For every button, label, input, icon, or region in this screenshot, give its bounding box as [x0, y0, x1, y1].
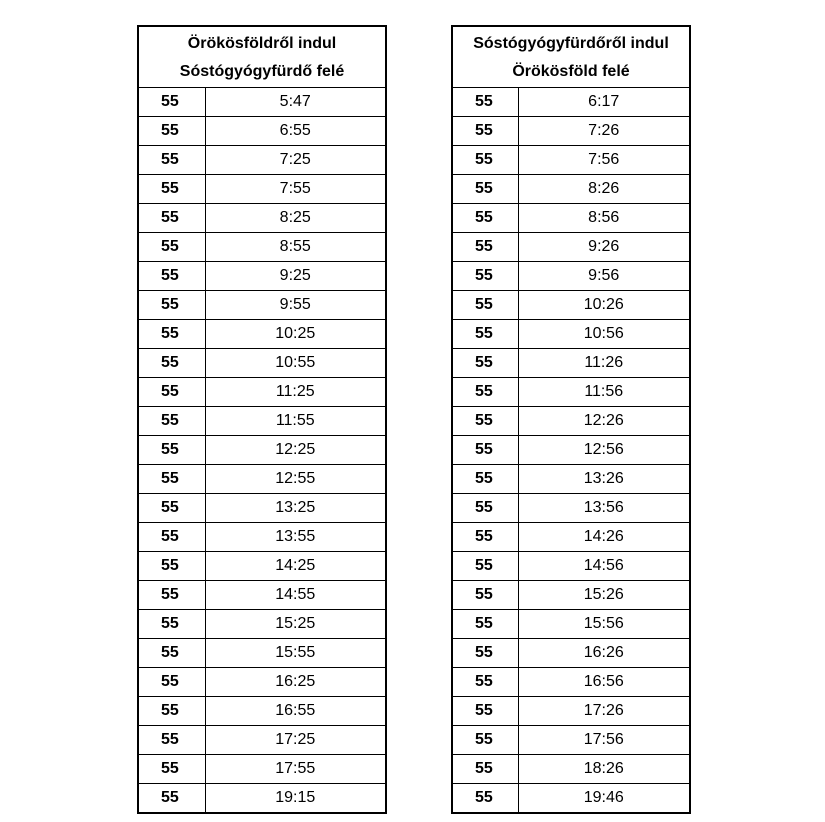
departure-time: 13:56 — [518, 494, 690, 523]
departure-time: 15:55 — [205, 639, 386, 668]
route-number: 55 — [452, 697, 518, 726]
route-number: 55 — [138, 88, 205, 117]
timetable-header — [138, 26, 386, 88]
route-number: 55 — [452, 523, 518, 552]
table-row — [452, 726, 690, 755]
departure-time: 16:55 — [205, 697, 386, 726]
table-row — [138, 465, 386, 494]
departure-time: 13:55 — [205, 523, 386, 552]
timetable-header — [452, 26, 690, 88]
route-number: 55 — [138, 784, 205, 814]
departure-time: 16:56 — [518, 668, 690, 697]
route-number: 55 — [138, 697, 205, 726]
route-number: 55 — [138, 117, 205, 146]
route-number: 55 — [138, 639, 205, 668]
table-row — [452, 88, 690, 117]
route-number: 55 — [452, 378, 518, 407]
route-number: 55 — [452, 88, 518, 117]
route-number: 55 — [452, 291, 518, 320]
table-row — [452, 146, 690, 175]
table-row — [138, 639, 386, 668]
table-row — [452, 407, 690, 436]
route-number: 55 — [138, 465, 205, 494]
table-row — [138, 175, 386, 204]
departure-time: 19:46 — [518, 784, 690, 814]
route-number: 55 — [138, 320, 205, 349]
departure-time: 8:25 — [205, 204, 386, 233]
table-row — [452, 552, 690, 581]
table-row — [452, 204, 690, 233]
departure-time: 7:56 — [518, 146, 690, 175]
route-number: 55 — [452, 726, 518, 755]
table-row — [138, 349, 386, 378]
table-row — [452, 233, 690, 262]
route-number: 55 — [138, 175, 205, 204]
departure-time: 10:25 — [205, 320, 386, 349]
departure-time: 14:56 — [518, 552, 690, 581]
table-row — [452, 581, 690, 610]
table-row — [452, 175, 690, 204]
table-row — [138, 697, 386, 726]
route-number: 55 — [452, 262, 518, 291]
table-row — [138, 291, 386, 320]
route-number: 55 — [452, 407, 518, 436]
departure-time: 9:55 — [205, 291, 386, 320]
table-row — [452, 755, 690, 784]
departure-time: 13:26 — [518, 465, 690, 494]
departure-time: 12:55 — [205, 465, 386, 494]
table-row — [452, 378, 690, 407]
table-row — [138, 523, 386, 552]
table-row — [138, 262, 386, 291]
table-row — [452, 668, 690, 697]
route-number: 55 — [452, 320, 518, 349]
table-row — [452, 639, 690, 668]
header-line-1: Sóstógyógyfürdőről indul — [473, 35, 669, 52]
departure-time: 16:25 — [205, 668, 386, 697]
route-number: 55 — [138, 407, 205, 436]
route-number: 55 — [138, 349, 205, 378]
table-row — [138, 233, 386, 262]
table-row — [138, 204, 386, 233]
table-row — [452, 436, 690, 465]
departure-time: 15:26 — [518, 581, 690, 610]
table-row — [452, 697, 690, 726]
timetable-title — [452, 26, 690, 88]
route-number: 55 — [138, 291, 205, 320]
departure-time: 10:55 — [205, 349, 386, 378]
departure-time: 7:26 — [518, 117, 690, 146]
table-row — [452, 465, 690, 494]
table-row — [452, 291, 690, 320]
route-number: 55 — [138, 668, 205, 697]
route-number: 55 — [138, 378, 205, 407]
table-row — [452, 784, 690, 814]
route-number: 55 — [452, 233, 518, 262]
departure-time: 15:56 — [518, 610, 690, 639]
route-number: 55 — [138, 552, 205, 581]
table-row — [138, 726, 386, 755]
departure-time: 10:56 — [518, 320, 690, 349]
route-number: 55 — [138, 755, 205, 784]
table-row — [138, 378, 386, 407]
departure-time: 14:26 — [518, 523, 690, 552]
route-number: 55 — [138, 726, 205, 755]
table-row — [452, 262, 690, 291]
departure-time: 8:56 — [518, 204, 690, 233]
route-number: 55 — [138, 204, 205, 233]
route-number: 55 — [138, 523, 205, 552]
departure-time: 17:55 — [205, 755, 386, 784]
route-number: 55 — [452, 465, 518, 494]
departure-time: 11:26 — [518, 349, 690, 378]
departure-time: 7:25 — [205, 146, 386, 175]
timetable-from-sostogyogyfurdo — [451, 25, 691, 814]
table-row — [138, 494, 386, 523]
departure-time: 17:56 — [518, 726, 690, 755]
route-number: 55 — [452, 784, 518, 814]
table-row — [452, 320, 690, 349]
timetable-from-orokosfold — [137, 25, 387, 814]
departure-time: 8:26 — [518, 175, 690, 204]
departure-time: 19:15 — [205, 784, 386, 814]
table-row — [138, 784, 386, 814]
departure-time: 16:26 — [518, 639, 690, 668]
route-number: 55 — [138, 494, 205, 523]
table-row — [138, 610, 386, 639]
table-row — [452, 117, 690, 146]
table-row — [452, 494, 690, 523]
departure-time: 9:56 — [518, 262, 690, 291]
route-number: 55 — [138, 581, 205, 610]
timetable-title — [138, 26, 386, 88]
departure-time: 10:26 — [518, 291, 690, 320]
header-line-2: Sóstógyógyfürdő felé — [179, 63, 345, 80]
table-row — [452, 523, 690, 552]
departure-time: 6:17 — [518, 88, 690, 117]
route-number: 55 — [452, 610, 518, 639]
table-row — [138, 117, 386, 146]
table-row — [138, 88, 386, 117]
table-row — [138, 407, 386, 436]
route-number: 55 — [138, 610, 205, 639]
route-number: 55 — [452, 755, 518, 784]
departure-time: 14:25 — [205, 552, 386, 581]
table-row — [138, 320, 386, 349]
departure-time: 11:55 — [205, 407, 386, 436]
departure-time: 6:55 — [205, 117, 386, 146]
departure-time: 15:25 — [205, 610, 386, 639]
departure-time: 12:25 — [205, 436, 386, 465]
route-number: 55 — [452, 581, 518, 610]
route-number: 55 — [452, 117, 518, 146]
route-number: 55 — [138, 233, 205, 262]
route-number: 55 — [138, 262, 205, 291]
header-line-2: Örökösföld felé — [512, 63, 630, 80]
table-row — [138, 436, 386, 465]
departure-time: 14:55 — [205, 581, 386, 610]
departure-time: 9:26 — [518, 233, 690, 262]
route-number: 55 — [452, 175, 518, 204]
departure-time: 11:25 — [205, 378, 386, 407]
departure-time: 17:25 — [205, 726, 386, 755]
table-row — [452, 610, 690, 639]
route-number: 55 — [452, 639, 518, 668]
table-row — [138, 146, 386, 175]
route-number: 55 — [452, 668, 518, 697]
table-row — [138, 668, 386, 697]
route-number: 55 — [452, 146, 518, 175]
route-number: 55 — [452, 349, 518, 378]
departure-time: 5:47 — [205, 88, 386, 117]
table-row — [452, 349, 690, 378]
departure-time: 12:26 — [518, 407, 690, 436]
table-row — [138, 755, 386, 784]
departure-time: 12:56 — [518, 436, 690, 465]
departure-time: 17:26 — [518, 697, 690, 726]
route-number: 55 — [452, 494, 518, 523]
table-row — [138, 581, 386, 610]
table-row — [138, 552, 386, 581]
route-number: 55 — [138, 436, 205, 465]
departure-time: 8:55 — [205, 233, 386, 262]
departure-time: 11:56 — [518, 378, 690, 407]
departure-time: 9:25 — [205, 262, 386, 291]
header-line-1: Örökösföldről indul — [187, 35, 337, 52]
route-number: 55 — [452, 436, 518, 465]
departure-time: 18:26 — [518, 755, 690, 784]
route-number: 55 — [452, 552, 518, 581]
departure-time: 7:55 — [205, 175, 386, 204]
route-number: 55 — [452, 204, 518, 233]
departure-time: 13:25 — [205, 494, 386, 523]
route-number: 55 — [138, 146, 205, 175]
